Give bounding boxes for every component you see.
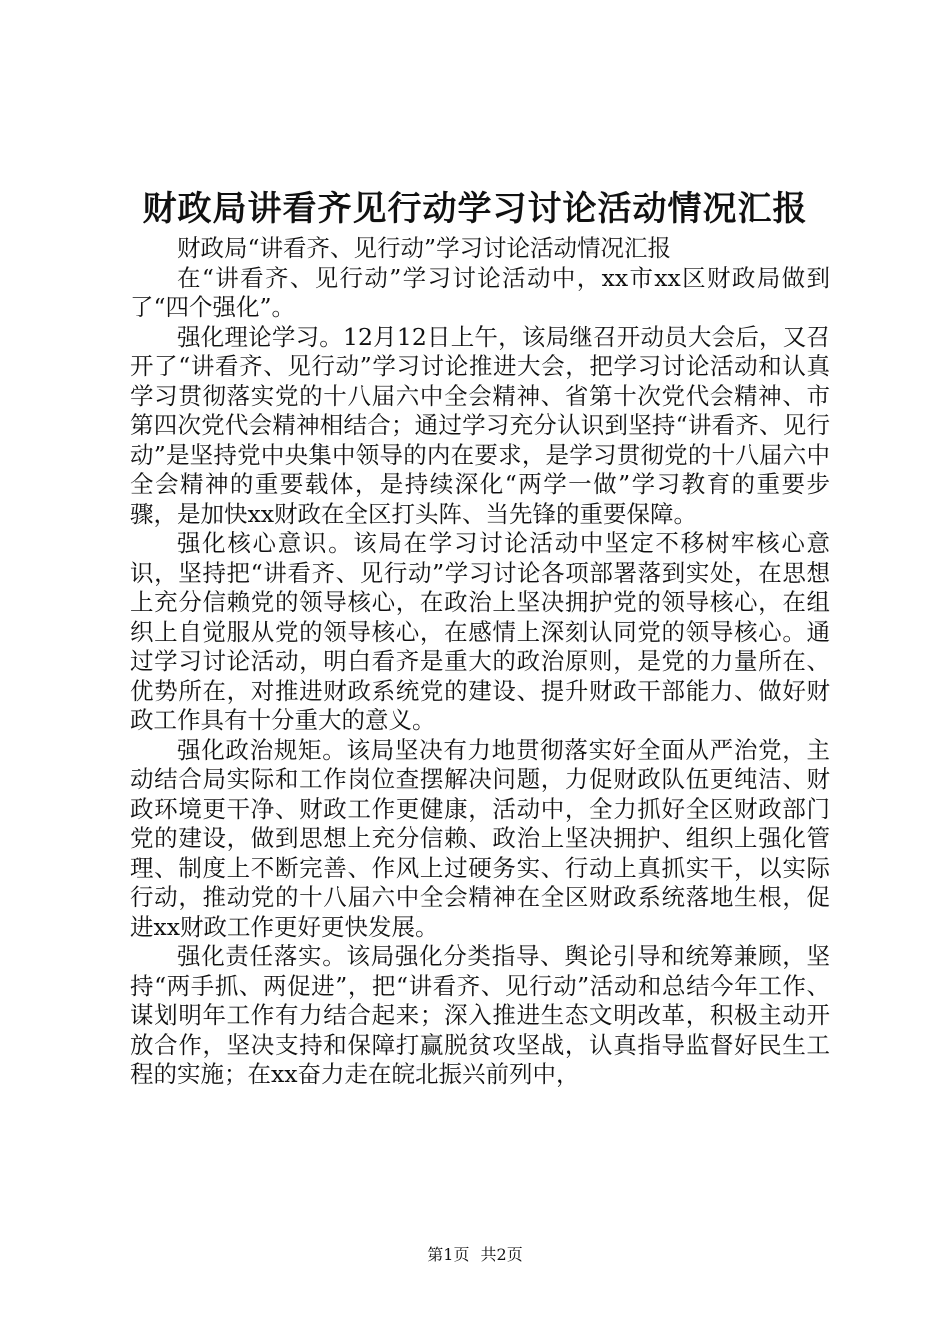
page-total: 共2页 [480, 1245, 523, 1264]
page-footer [0, 1244, 950, 1266]
paragraph-responsibility: 强化责任落实。该局强化分类指导、舆论引导和统筹兼顾，坚持“两手抓、两促进”，把“讲看齐、见行动”活动和总结今年工作、谋划明年工作有力结合起来；深入推进生态文明改革，积极主动开放合作，坚决支持和保障打赢脱贫攻坚战，认真指导监督好民生工程的实施；在xx奋力走在皖北振兴前列中， [130, 942, 830, 1088]
document-title: 财政局讲看齐见行动学习讨论活动情况汇报 [142, 189, 808, 229]
paragraph-intro: 在“讲看齐、见行动”学习讨论活动中，xx市xx区财政局做到了“四个强化”。 [130, 263, 830, 321]
paragraph-theory-study: 强化理论学习。12月12日上午，该局继召开动员大会后，又召开了“讲看齐、见行动”学习讨论推进大会，把学习讨论活动和认真学习贯彻落实党的十八届六中全会精神、省第十次党代会精神、市第四次党代会精神相结合；通过学习充分认识到坚持“讲看齐、见行动”是坚持党中央集中领导的内在要求，是学习贯彻党的十八届六中全会精神的重要载体，是持续深化“两学一做”学习教育的重要步骤，是加快xx财政在全区打头阵、当先锋的重要保障。 [130, 322, 830, 528]
page-number: 第1页 [427, 1245, 470, 1264]
paragraph-core-awareness: 强化核心意识。该局在学习讨论活动中坚定不移树牢核心意识，坚持把“讲看齐、见行动”学习讨论各项部署落到实处，在思想上充分信赖党的领导核心，在政治上坚决拥护党的领导核心，在组织上自觉服从党的领导核心，在感情上深刻认同党的领导核心。通过学习讨论活动，明白看齐是重大的政治原则，是党的力量所在、优势所在，对推进财政系统党的建设、提升财政干部能力、做好财政工作具有十分重大的意义。 [130, 529, 830, 734]
document-body [130, 234, 830, 1090]
paragraph-subtitle: 财政局“讲看齐、见行动”学习讨论活动情况汇报 [177, 234, 672, 262]
paragraph-political-rules: 强化政治规矩。该局坚决有力地贯彻落实好全面从严治党，主动结合局实际和工作岗位查摆解决问题，力促财政队伍更纯洁、财政环境更干净、财政工作更健康，活动中，全力抓好全区财政部门党的建设，做到思想上充分信赖、政治上坚决拥护、组织上强化管理、制度上不断完善、作风上过硬务实、行动上真抓实干，以实际行动，推动党的十八届六中全会精神在全区财政系统落地生根，促进xx财政工作更好更快发展。 [130, 735, 830, 941]
